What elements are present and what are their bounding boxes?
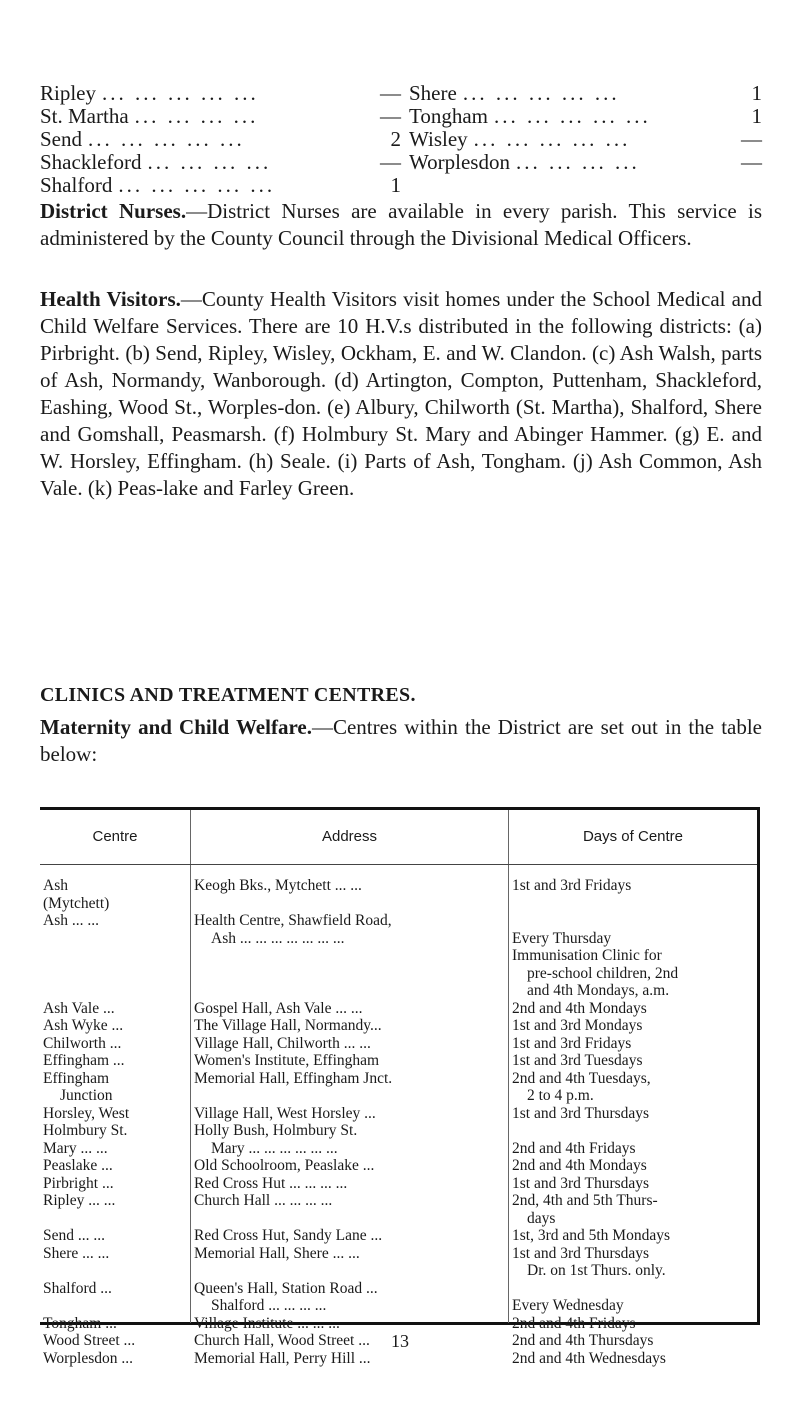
- table-cell-line: The Village Hall, Normandy...: [194, 1017, 382, 1034]
- table-cell-line: [40, 1297, 190, 1315]
- table-cell-line: [509, 912, 757, 930]
- table-cell-line: Peaslake ...: [43, 1157, 113, 1174]
- table-cell-line: Holly Bush, Holmbury St.: [194, 1122, 358, 1139]
- table-cell-line: Village Hall, West Horsley ...: [194, 1104, 376, 1122]
- table-header: [40, 810, 757, 865]
- table-cell-line: [191, 1087, 508, 1105]
- table-cell-line: Immunisation Clinic for: [512, 947, 662, 964]
- district-nurses-title: District Nurses.: [40, 199, 187, 223]
- header-centre: Centre: [92, 828, 138, 846]
- table-cell-line: [40, 982, 190, 1000]
- parish-count: —: [741, 127, 762, 151]
- parish-entry: [401, 128, 762, 151]
- table-cell-line: 1st and 3rd Tuesdays: [512, 1052, 643, 1069]
- table-cell-line: [40, 1210, 190, 1228]
- table-cell-line: [40, 965, 190, 983]
- table-cell-line: 2nd and 4th Mondays: [512, 999, 647, 1017]
- table-cell-line: Keogh Bks., Mytchett ... ...: [194, 877, 362, 894]
- table-cell-line: Gospel Hall, Ash Vale ... ...: [194, 999, 363, 1017]
- table-cell-line: 2nd and 4th Wednesdays: [512, 1349, 666, 1367]
- leader-dots: ... ... ... ... ...: [473, 128, 631, 151]
- district-nurses-text: —District Nurses are available in every parish. This service is administered by the County Council through the Divisional Medical Officers.: [40, 199, 762, 250]
- table-cell-line: 2nd and 4th Mondays: [512, 1157, 647, 1174]
- table-cell-line: Ash Vale ...: [43, 999, 115, 1017]
- table-cell-line: [509, 1122, 757, 1140]
- parish-entry: [401, 151, 762, 174]
- parish-name: St. Martha: [40, 104, 129, 128]
- parish-row: [40, 82, 762, 105]
- parish-count: 1: [751, 81, 762, 105]
- parish-name: Worplesdon: [409, 150, 510, 174]
- maternity-text: —Centres within the District are set out in the table below:: [40, 715, 763, 766]
- parish-count: —: [380, 104, 401, 128]
- table-cell-line: Village Institute ... ... ...: [194, 1314, 340, 1332]
- table-cell-line: Mary ... ... ... ... ... ...: [211, 1139, 338, 1157]
- table-cell-line: Tongham ...: [43, 1314, 117, 1332]
- table-cell-line: Shalford ...: [43, 1279, 112, 1297]
- parish-row: [40, 151, 762, 174]
- maternity-paragraph: [40, 714, 762, 768]
- table-cell-line: 2nd and 4th Tuesdays,: [512, 1069, 651, 1087]
- table-cell-line: Ash: [43, 877, 68, 894]
- table-cell-line: Ash ... ... ... ... ... ... ...: [211, 929, 345, 947]
- leader-dots: ... ... ... ... ...: [118, 174, 276, 197]
- table-cell-line: Effingham ...: [43, 1052, 125, 1069]
- parish-row: [40, 105, 762, 128]
- table-cell-line: (Mytchett): [43, 894, 110, 912]
- parish-entry: [40, 105, 401, 128]
- table-cell-line: Every Wednesday: [512, 1297, 624, 1314]
- parish-entry: [401, 82, 762, 105]
- table-cell-line: Memorial Hall, Perry Hill ...: [194, 1349, 371, 1367]
- table-cell-line: [40, 930, 190, 948]
- parish-count: 2: [390, 127, 401, 151]
- table-cell-line: Worplesdon ...: [43, 1349, 134, 1367]
- table-cell-line: 2nd and 4th Fridays: [512, 1314, 636, 1332]
- leader-dots: ... ... ... ...: [147, 151, 272, 174]
- table-cell-line: 1st and 3rd Thursdays: [512, 1104, 650, 1122]
- table-cell-line: Pirbright ...: [43, 1174, 114, 1192]
- table-cell-line: Effingham: [43, 1069, 110, 1087]
- table-cell-line: 1st and 3rd Thursdays: [512, 1244, 650, 1262]
- table-cell-line: Every Thursday: [512, 929, 612, 947]
- days-column: [508, 865, 757, 1367]
- maternity-title: Maternity and Child Welfare.: [40, 715, 312, 739]
- parish-count: —: [380, 150, 401, 174]
- parish-name: Tongham: [409, 104, 489, 128]
- table-cell-line: Red Cross Hut, Sandy Lane ...: [194, 1227, 383, 1244]
- table-cell-line: Memorial Hall, Shere ... ...: [194, 1244, 360, 1262]
- table-cell-line: days: [527, 1209, 556, 1227]
- parish-count: 1: [390, 173, 401, 197]
- table-cell-line: [191, 982, 508, 1000]
- health-visitors-text: —County Health Visitors visit homes under the School Medical and Child Welfare Services. There are 10 H.V.s distributed in the following districts: (a) Pirbright. (b) Send, Ripley, Wisley, Ockham, E. and W. Clandon. (c) Ash Walsh, parts of Ash, Normandy, Wanborough. (d) Artington, Compton, Puttenham, Shackleford, Eashing, Wood St., Worples-don. (e) Albury, Chilworth (St. Martha), Shalford, Shere and Gomshall, Peasmarsh. (f) Holmbury St. Mary and Abinger Hammer. (g) E. and W. Horsley, Effingham. (h) Seale. (i) Parts of Ash, Tongham. (j) Ash Common, Ash Vale. (k) Peas-lake and Farley Green.: [40, 287, 762, 500]
- table-cell-line: 2 to 4 p.m.: [527, 1087, 594, 1104]
- parish-row: [40, 128, 762, 151]
- table-cell-line: Shere ... ...: [43, 1244, 110, 1262]
- table-cell-line: [40, 1262, 190, 1280]
- parish-name: Shere: [409, 81, 457, 105]
- table-cell-line: [40, 947, 190, 965]
- parish-count: 1: [751, 104, 762, 128]
- table-cell-line: Old Schoolroom, Peaslake ...: [194, 1157, 375, 1174]
- parish-entry: [401, 174, 762, 197]
- table-cell-line: 2nd and 4th Thursdays: [512, 1332, 654, 1349]
- health-visitors-title: Health Visitors.: [40, 287, 181, 311]
- table-cell-line: Queen's Hall, Station Road ...: [194, 1279, 378, 1297]
- table-cell-line: 1st, 3rd and 5th Mondays: [512, 1227, 671, 1244]
- table-cell-line: [191, 1262, 508, 1280]
- table-cell-line: Health Centre, Shawfield Road,: [194, 912, 392, 929]
- table-cell-line: 1st and 3rd Thursdays: [512, 1174, 650, 1192]
- table-cell-line: Ash Wyke ...: [43, 1017, 124, 1034]
- table-cell-line: Chilworth ...: [43, 1034, 122, 1052]
- table-cell-line: [191, 965, 508, 983]
- table-cell-line: 1st and 3rd Fridays: [512, 1034, 632, 1052]
- leader-dots: ... ... ... ... ...: [494, 105, 651, 128]
- table-cell-line: Ripley ... ...: [43, 1192, 116, 1209]
- parish-entry: [40, 151, 401, 174]
- health-visitors-paragraph: [40, 286, 762, 502]
- table-cell-line: Shalford ... ... ... ...: [211, 1297, 327, 1314]
- table-cell-line: Dr. on 1st Thurs. only.: [527, 1262, 666, 1279]
- table-cell-line: Wood Street ...: [43, 1332, 136, 1349]
- parish-entry: [40, 174, 401, 197]
- parish-count: —: [741, 150, 762, 174]
- parish-name: Shackleford: [40, 150, 142, 174]
- leader-dots: ... ... ... ... ...: [102, 82, 259, 105]
- table-cell-line: [191, 1210, 508, 1228]
- table-cell-line: [509, 1280, 757, 1298]
- leader-dots: ... ... ... ...: [134, 105, 259, 128]
- table-cell-line: Village Hall, Chilworth ... ...: [194, 1034, 371, 1052]
- table-cell-line: pre-school children, 2nd: [527, 964, 679, 982]
- parish-name: Wisley: [409, 127, 468, 151]
- leader-dots: ... ... ... ...: [515, 151, 640, 174]
- parish-name: Shalford: [40, 173, 113, 197]
- table-cell-line: Church Hall ... ... ... ...: [194, 1192, 333, 1209]
- table-cell-line: Junction: [60, 1087, 113, 1104]
- table-cell-line: Ash ... ...: [43, 912, 99, 929]
- table-cell-line: Horsley, West: [43, 1104, 130, 1122]
- parish-entry: [40, 128, 401, 151]
- table-cell-line: Mary ... ...: [43, 1139, 108, 1157]
- centre-column: [40, 865, 190, 1367]
- table-cell-line: Memorial Hall, Effingham Jnct.: [194, 1069, 393, 1087]
- parish-count: —: [380, 81, 401, 105]
- parish-row: [40, 174, 762, 197]
- leader-dots: ... ... ... ... ...: [88, 128, 245, 151]
- table-cell-line: 1st and 3rd Mondays: [512, 1017, 643, 1034]
- table-cell-line: 2nd, 4th and 5th Thurs-: [512, 1192, 658, 1209]
- table-cell-line: [191, 895, 508, 913]
- parish-name: Ripley: [40, 81, 96, 105]
- table-cell-line: Send ... ...: [43, 1227, 105, 1244]
- page-number: 13: [391, 1331, 409, 1351]
- table-cell-line: [509, 895, 757, 913]
- header-days: Days of Centre: [508, 810, 757, 864]
- table-cell-line: Holmbury St.: [43, 1122, 128, 1139]
- table-cell-line: Church Hall, Wood Street ...: [194, 1332, 370, 1349]
- table-cell-line: 2nd and 4th Fridays: [512, 1139, 636, 1157]
- table-cell-line: [191, 947, 508, 965]
- leader-dots: ... ... ... ... ...: [462, 82, 620, 105]
- district-nurses-paragraph: [40, 198, 762, 252]
- table-cell-line: 1st and 3rd Fridays: [512, 877, 632, 894]
- parish-name: Send: [40, 127, 82, 151]
- parish-entry: [40, 82, 401, 105]
- section-heading: CLINICS AND TREATMENT CENTRES.: [40, 684, 416, 706]
- header-address: Address: [190, 810, 508, 864]
- table-cell-line: and 4th Mondays, a.m.: [527, 982, 670, 999]
- parish-entry: [401, 105, 762, 128]
- table-cell-line: Red Cross Hut ... ... ... ...: [194, 1174, 348, 1192]
- parish-count-list: [40, 82, 762, 197]
- table-cell-line: Women's Institute, Effingham: [194, 1052, 380, 1069]
